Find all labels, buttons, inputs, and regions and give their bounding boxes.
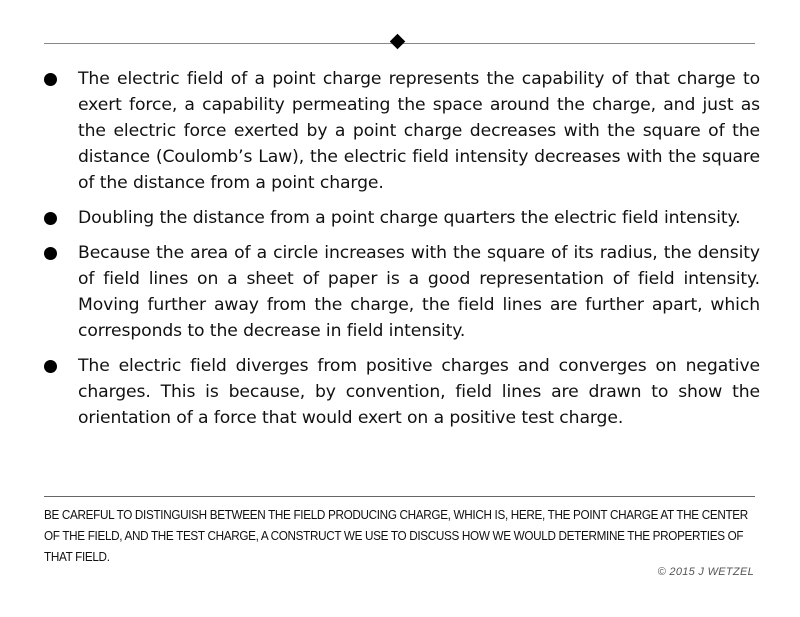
bottom-divider: [44, 496, 755, 497]
bullet-dot-icon: [44, 247, 57, 260]
bullet-item: [44, 240, 760, 344]
bullet-text: The electric field diverges from positive charges and converges on negative charges. This is because, by convention, field lines are drawn to show the orientation of a force that would exert on a positive test charge.: [78, 356, 760, 428]
bullet-dot-icon: [44, 360, 57, 373]
bullet-item: [44, 353, 760, 431]
bullet-item: [44, 66, 760, 196]
bullet-text: Doubling the distance from a point charge quarters the electric field intensity.: [78, 208, 741, 228]
bullet-text: The electric field of a point charge represents the capability of that charge to exert force, a capability permeating the space around the charge, and just as the electric force exerted by a point charge decreases with the square of the distance (Coulomb’s Law), the electric field intensity decreases with the square of the distance from a point charge.: [78, 69, 760, 193]
caution-note: BE CAREFUL TO DISTINGUISH BETWEEN THE FIELD PRODUCING CHARGE, WHICH IS, HERE, THE POINT CHARGE AT THE CENTER OF THE FIELD, AND THE TEST CHARGE, A CONSTRUCT WE USE TO DISCUSS HOW WE WOULD DETERMINE THE PROPERTIES OF THAT FIELD.: [44, 508, 748, 564]
diamond-icon: [390, 34, 406, 50]
bullet-text: Because the area of a circle increases with the square of its radius, the density of field lines on a sheet of paper is a good representation of field intensity. Moving further away from the charge, the field lines are further apart, which corresponds to the decrease in field intensity.: [78, 243, 760, 341]
bullet-list: [44, 66, 760, 440]
bullet-dot-icon: [44, 73, 57, 86]
copyright: © 2015 J WETZEL: [657, 566, 754, 578]
bullet-dot-icon: [44, 212, 57, 225]
bullet-item: [44, 205, 760, 231]
